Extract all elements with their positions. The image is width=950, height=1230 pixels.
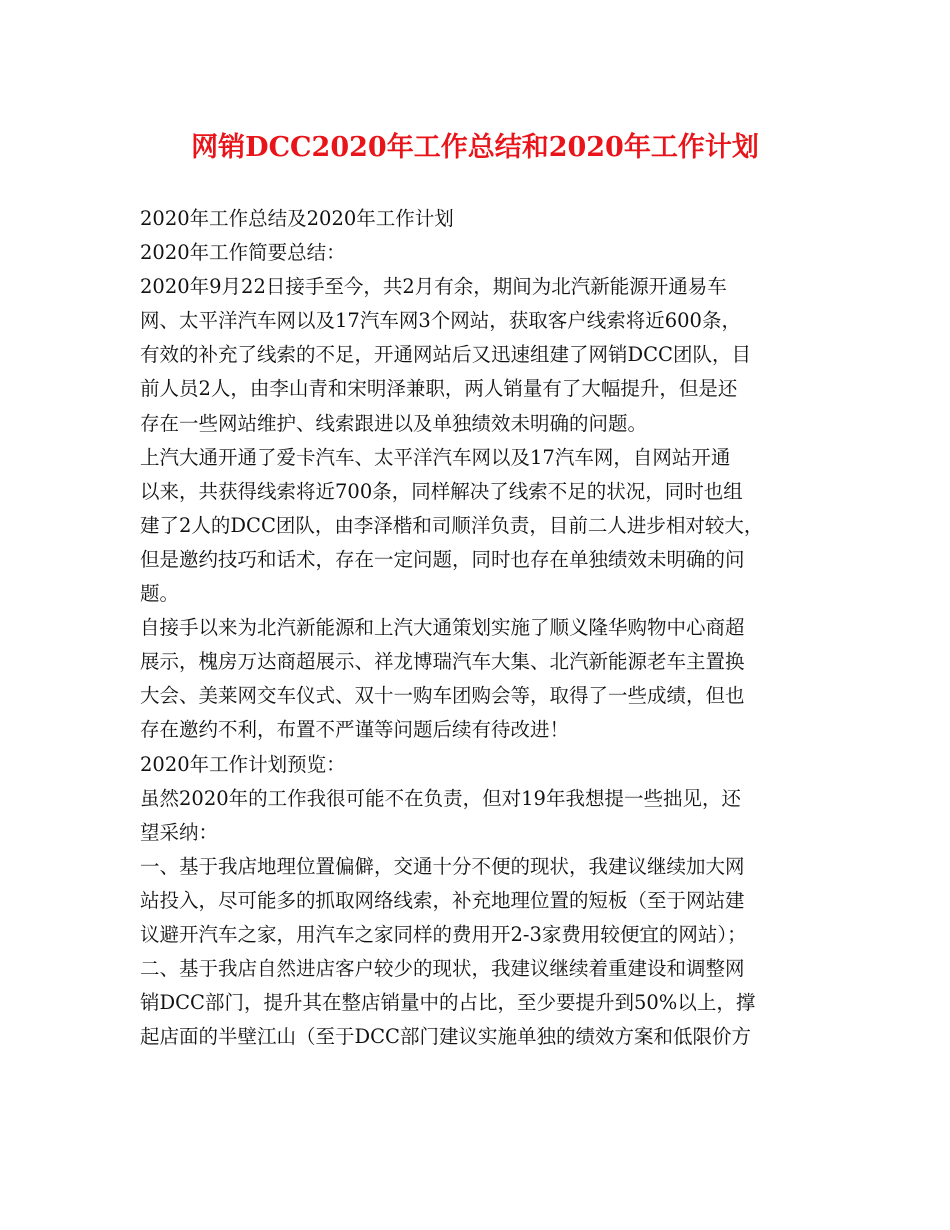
body-line: 2020年工作计划预览： bbox=[140, 752, 346, 776]
body-line: 建了2人的DCC团队，由李泽楷和司顺洋负责，目前二人进步相对较大， bbox=[140, 513, 764, 537]
body-line: 大会、美莱网交车仪式、双十一购车团购会等，取得了一些成绩，但也 bbox=[140, 684, 745, 708]
body-line: 销DCC部门，提升其在整店销量中的占比，至少要提升到50%以上，撑 bbox=[140, 991, 756, 1015]
body-line: 题。 bbox=[140, 582, 180, 606]
document-title: 网销DCC2020年工作总结和2020年工作计划 bbox=[191, 132, 759, 163]
body-line: 站投入，尽可能多的抓取网络线索，补充地理位置的短板（至于网站建 bbox=[140, 888, 745, 912]
body-line: 有效的补充了线索的不足，开通网站后又迅速组建了网销DCC团队，目 bbox=[140, 343, 751, 367]
body-line: 起店面的半壁江山（至于DCC部门建议实施单独的绩效方案和低限价方 bbox=[140, 1025, 751, 1049]
body-line: 2020年工作简要总结： bbox=[140, 241, 346, 265]
body-line: 存在邀约不利，布置不严谨等问题后续有待改进！ bbox=[140, 718, 570, 742]
body-line: 前人员2人，由李山青和宋明泽兼职，两人销量有了大幅提升，但是还 bbox=[140, 377, 738, 401]
body-line: 2020年工作总结及2020年工作计划 bbox=[140, 207, 454, 230]
body-line: 存在一些网站维护、线索跟进以及单独绩效未明确的问题。 bbox=[140, 411, 648, 435]
body-line: 虽然2020年的工作我很可能不在负责，但对19年我想提一些拙见，还 bbox=[140, 786, 741, 810]
body-line: 2020年9月22日接手至今，共2月有余，期间为北汽新能源开通易车 bbox=[140, 275, 727, 299]
body-line: 望采纳： bbox=[140, 820, 219, 844]
body-line: 上汽大通开通了爱卡汽车、太平洋汽车网以及17汽车网，自网站开通 bbox=[140, 445, 731, 469]
body-line: 二、基于我店自然进店客户较少的现状，我建议继续着重建设和调整网 bbox=[140, 957, 745, 981]
body-line: 网、太平洋汽车网以及17汽车网3个网站，获取客户线索将近600条， bbox=[140, 309, 741, 333]
body-line: 展示，槐房万达商超展示、祥龙博瑞汽车大集、北汽新能源老车主置换 bbox=[140, 650, 745, 674]
body-line: 议避开汽车之家，用汽车之家同样的费用开2-3家费用较便宜的网站）； bbox=[140, 922, 747, 946]
body-line: 自接手以来为北汽新能源和上汽大通策划实施了顺义隆华购物中心商超 bbox=[140, 616, 745, 640]
body-line: 一、基于我店地理位置偏僻，交通十分不便的现状，我建议继续加大网 bbox=[140, 854, 745, 878]
body-line: 以来，共获得线索将近700条，同样解决了线索不足的状况，同时也组 bbox=[140, 479, 743, 503]
body-line: 但是邀约技巧和话术，存在一定问题，同时也存在单独绩效未明确的问 bbox=[140, 547, 745, 571]
document-body bbox=[140, 202, 815, 1054]
